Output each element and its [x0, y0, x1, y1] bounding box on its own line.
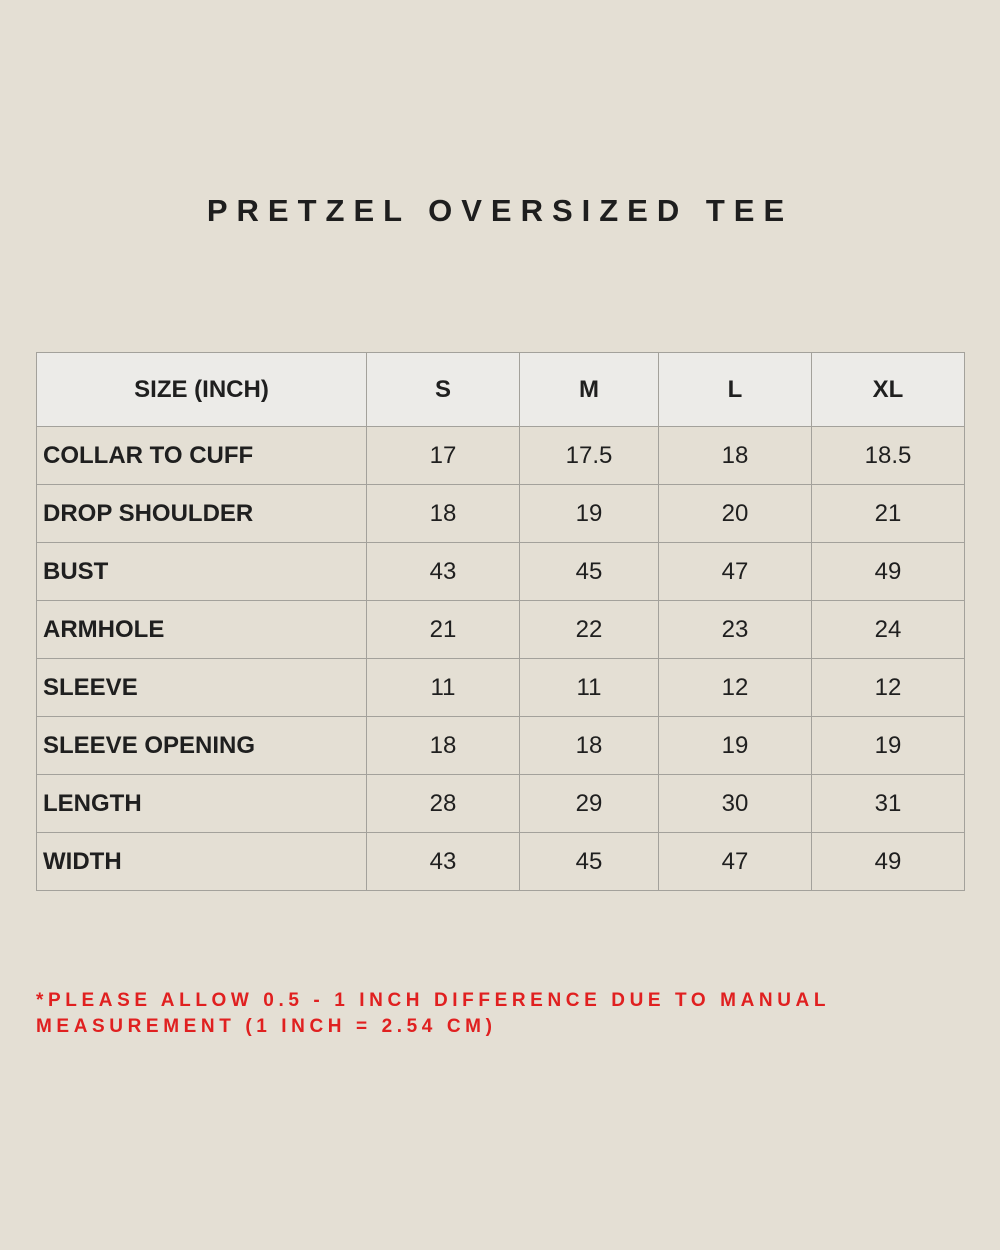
table-row [37, 833, 965, 891]
table-cell: 47 [659, 833, 812, 891]
header-size-xl: XL [812, 353, 965, 427]
table-row [37, 427, 965, 485]
table-cell: 43 [367, 833, 520, 891]
row-label: DROP SHOULDER [37, 485, 367, 543]
table-cell: 18.5 [812, 427, 965, 485]
table-row [37, 485, 965, 543]
table-cell: 19 [659, 717, 812, 775]
table-cell: 47 [659, 543, 812, 601]
table-cell: 19 [520, 485, 659, 543]
table-cell: 19 [812, 717, 965, 775]
table-cell: 22 [520, 601, 659, 659]
table-cell: 49 [812, 833, 965, 891]
table-row [37, 775, 965, 833]
size-chart-table [36, 352, 965, 891]
table-row [37, 601, 965, 659]
table-cell: 17 [367, 427, 520, 485]
table-cell: 45 [520, 543, 659, 601]
table-cell: 18 [367, 717, 520, 775]
table-cell: 12 [812, 659, 965, 717]
table-cell: 18 [659, 427, 812, 485]
table-cell: 20 [659, 485, 812, 543]
table-cell: 18 [520, 717, 659, 775]
table-cell: 31 [812, 775, 965, 833]
row-label: WIDTH [37, 833, 367, 891]
table-cell: 49 [812, 543, 965, 601]
header-size-m: M [520, 353, 659, 427]
table-cell: 29 [520, 775, 659, 833]
page-title: PRETZEL OVERSIZED TEE [206, 193, 794, 228]
table-row [37, 543, 965, 601]
table-row [37, 659, 965, 717]
table-cell: 18 [367, 485, 520, 543]
table-header-row [37, 353, 965, 427]
table-cell: 45 [520, 833, 659, 891]
header-size-s: S [367, 353, 520, 427]
table-cell: 43 [367, 543, 520, 601]
row-label: SLEEVE OPENING [37, 717, 367, 775]
table-cell: 28 [367, 775, 520, 833]
table-cell: 21 [367, 601, 520, 659]
row-label: ARMHOLE [37, 601, 367, 659]
table-cell: 23 [659, 601, 812, 659]
row-label: COLLAR TO CUFF [37, 427, 367, 485]
row-label: SLEEVE [37, 659, 367, 717]
note-line-2: MEASUREMENT (1 INCH = 2.54 CM) [36, 1016, 497, 1037]
table-row [37, 717, 965, 775]
table-cell: 12 [659, 659, 812, 717]
table-cell: 17.5 [520, 427, 659, 485]
table-cell: 24 [812, 601, 965, 659]
note-line-1: *PLEASE ALLOW 0.5 - 1 INCH DIFFERENCE DUE TO MANUAL [36, 990, 831, 1011]
row-label: BUST [37, 543, 367, 601]
header-size-l: L [659, 353, 812, 427]
table-cell: 21 [812, 485, 965, 543]
row-label: LENGTH [37, 775, 367, 833]
table-cell: 30 [659, 775, 812, 833]
table-cell: 11 [367, 659, 520, 717]
header-size-inch: SIZE (INCH) [37, 353, 367, 427]
measurement-note [36, 988, 916, 1040]
table-cell: 11 [520, 659, 659, 717]
